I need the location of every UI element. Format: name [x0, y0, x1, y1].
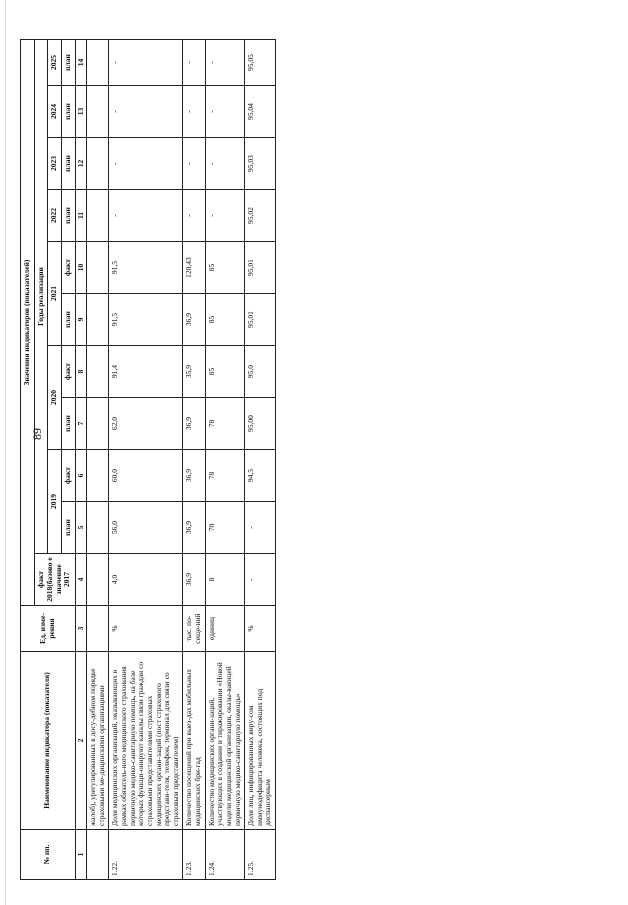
value-cell: - — [183, 190, 205, 242]
value-cell: - — [109, 40, 183, 86]
column-index-cell: 8 — [75, 346, 87, 398]
row-number: 1.23. — [183, 830, 205, 880]
value-cell — [87, 554, 109, 606]
value-cell: - — [245, 502, 276, 554]
value-cell — [87, 40, 109, 86]
value-cell: - — [109, 86, 183, 138]
value-cell: - — [183, 86, 205, 138]
year-header: 2019 — [48, 450, 62, 554]
row-number: 1.22. — [109, 830, 183, 880]
col-base-header: факт 2018(базово е значение 2017 — [34, 554, 75, 606]
fact-header: факт — [61, 450, 75, 502]
unit-cell: % — [245, 606, 276, 652]
value-cell: 95,00 — [245, 398, 276, 450]
value-cell: 36,9 — [183, 450, 205, 502]
value-cell: - — [205, 86, 245, 138]
value-cell: - — [109, 138, 183, 190]
column-index-cell: 11 — [75, 190, 87, 242]
plan-header: план — [61, 138, 75, 190]
value-cell: 70 — [205, 502, 245, 554]
value-cell: 78 — [205, 398, 245, 450]
table-row — [205, 40, 245, 880]
value-cell: 91,5 — [109, 294, 183, 346]
value-cell: - — [109, 190, 183, 242]
unit-cell: единиц — [205, 606, 245, 652]
value-cell: 35,9 — [183, 346, 205, 398]
plan-header: план — [61, 294, 75, 346]
value-cell: 8 — [205, 554, 245, 606]
table-row — [245, 40, 276, 880]
value-cell: 56,0 — [109, 502, 183, 554]
value-cell: 78 — [205, 450, 245, 502]
year-header: 2023 — [48, 138, 62, 190]
page-number: 89 — [30, 428, 44, 440]
column-index-cell: 5 — [75, 502, 87, 554]
value-cell: 85 — [205, 346, 245, 398]
row-number: 1.25. — [245, 830, 276, 880]
unit-cell: % — [109, 606, 183, 652]
column-index-cell: 7 — [75, 398, 87, 450]
value-cell — [87, 398, 109, 450]
col-num-header: № пп. — [21, 830, 76, 880]
value-cell — [87, 346, 109, 398]
indicator-name: жалоб), урегулированных в досу-дебном порядке страховыми ме-дицинскими организациями — [87, 652, 109, 830]
value-cell — [87, 502, 109, 554]
unit-cell: тыс. по-сеще-ний — [183, 606, 205, 652]
plan-header: план — [61, 190, 75, 242]
years-group-header: Годы реализации — [34, 40, 48, 554]
value-cell — [87, 242, 109, 294]
column-index-cell: 6 — [75, 450, 87, 502]
value-cell: 95,05 — [245, 40, 276, 86]
value-cell: 36,9 — [183, 554, 205, 606]
value-cell: 36,9 — [183, 502, 205, 554]
col-unit-header: Ед. изме-рения — [21, 606, 76, 652]
indicator-name: Количество медицинских органи-заций, участвующих в создании и тиражировании «Новой модели медицинской организации, оказы-вающей первичную медико-санитарную помощь» — [205, 652, 245, 830]
column-index-cell: 4 — [75, 554, 87, 606]
column-index-cell: 1 — [75, 830, 87, 880]
value-cell: 91,5 — [109, 242, 183, 294]
values-group-header: Значения индикаторов (показателей) — [21, 40, 35, 606]
value-cell: 95,04 — [245, 86, 276, 138]
indicator-name: Доля лиц, инфицированных виру-сом иммунодефицита человека, состоящих под диспансерным — [245, 652, 276, 830]
value-cell: 95,03 — [245, 138, 276, 190]
scan-edge — [5, 0, 6, 905]
column-index-cell: 12 — [75, 138, 87, 190]
value-cell: 95,01 — [245, 294, 276, 346]
value-cell: 62,0 — [109, 398, 183, 450]
value-cell: 85 — [205, 242, 245, 294]
year-header: 2021 — [48, 242, 62, 346]
value-cell: 95,02 — [245, 190, 276, 242]
value-cell — [87, 138, 109, 190]
rotated-table-wrapper — [20, 40, 580, 880]
fact-header: факт — [61, 242, 75, 294]
value-cell: 95,01 — [245, 242, 276, 294]
value-cell: - — [245, 554, 276, 606]
row-number: 1.24. — [205, 830, 245, 880]
plan-header: план — [61, 86, 75, 138]
value-cell — [87, 190, 109, 242]
value-cell: 91,4 — [109, 346, 183, 398]
unit-cell — [87, 606, 109, 652]
value-cell: 60,0 — [109, 450, 183, 502]
indicator-name: Количество посещений при выез-дах мобильных медицинских бри-гад — [183, 652, 205, 830]
value-cell — [87, 86, 109, 138]
value-cell: - — [183, 40, 205, 86]
column-index-cell: 3 — [75, 606, 87, 652]
value-cell — [87, 450, 109, 502]
year-header: 2025 — [48, 40, 62, 86]
table-body — [75, 40, 276, 880]
column-index-cell: 10 — [75, 242, 87, 294]
header-row-1 — [21, 40, 35, 880]
year-header: 2022 — [48, 190, 62, 242]
column-index-cell: 13 — [75, 86, 87, 138]
column-index-cell: 14 — [75, 40, 87, 86]
plan-header: план — [61, 40, 75, 86]
column-index-cell: 2 — [75, 652, 87, 830]
col-name-header: Наименование индикатора (показателя) — [21, 652, 76, 830]
indicator-name: Доля медицинских организаций, оказывающих в рамках обязатель-ного медицинского страхования первичную медико-санитарную помощь, на базе которых функци-онируют каналы связи граждан со страховыми представителями страховых медицинских органи-заций (пост страхового представи-теля, телефон, терминал для связи со страховым представителем) — [109, 652, 183, 830]
value-cell: - — [205, 190, 245, 242]
value-cell: 94,5 — [245, 450, 276, 502]
value-cell: 36,9 — [183, 398, 205, 450]
value-cell: - — [205, 138, 245, 190]
value-cell: - — [205, 40, 245, 86]
plan-header: план — [61, 502, 75, 554]
plan-header: план — [61, 398, 75, 450]
value-cell: - — [183, 138, 205, 190]
value-cell: 85 — [205, 294, 245, 346]
table-row — [87, 40, 109, 880]
column-index-row — [75, 40, 87, 880]
table-row — [109, 40, 183, 880]
column-index-cell: 9 — [75, 294, 87, 346]
value-cell: 4,0 — [109, 554, 183, 606]
year-header: 2020 — [48, 346, 62, 450]
row-number — [87, 830, 109, 880]
value-cell: 95,0 — [245, 346, 276, 398]
table-row — [183, 40, 205, 880]
value-cell — [87, 294, 109, 346]
fact-header: факт — [61, 346, 75, 398]
year-header: 2024 — [48, 86, 62, 138]
value-cell: 120,43 — [183, 242, 205, 294]
indicator-table — [20, 39, 276, 880]
value-cell: 36,9 — [183, 294, 205, 346]
